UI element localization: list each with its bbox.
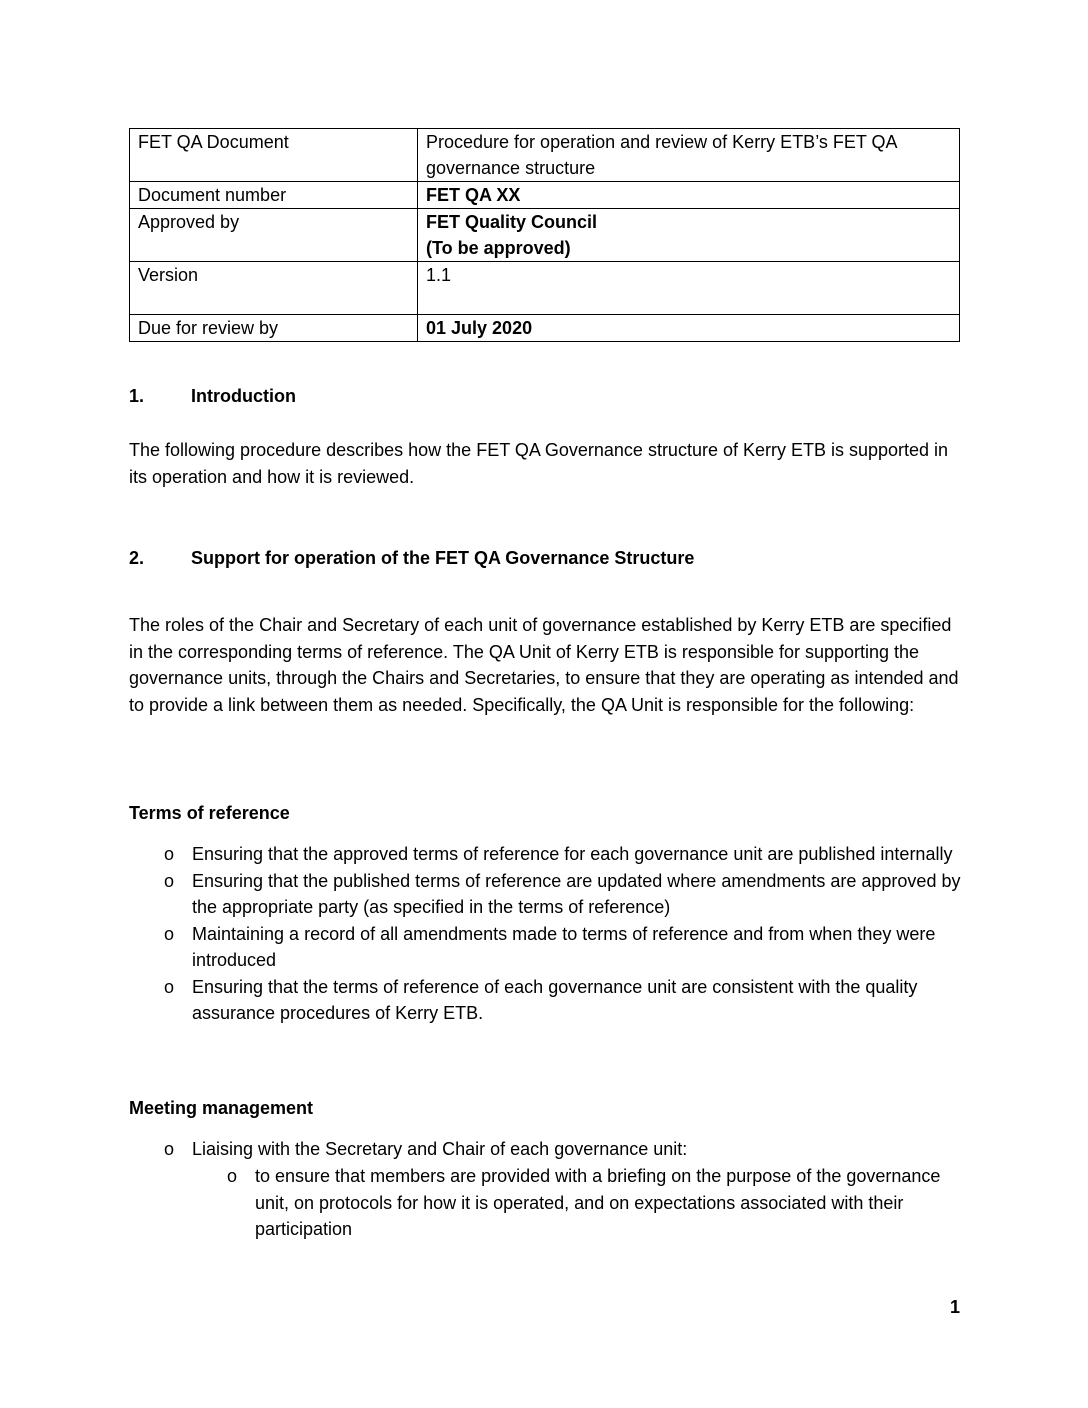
- list-item-text: Liaising with the Secretary and Chair of each governance unit:: [192, 1139, 688, 1159]
- table-cell-key: Version: [130, 262, 418, 315]
- table-cell-value: [418, 129, 960, 182]
- list-item-text: to ensure that members are provided with a briefing on the purpose of the governance unit, on protocols for how it is operated, and on expectations associated with their participation: [255, 1166, 941, 1239]
- list-item: [164, 868, 962, 921]
- meeting-management-sublist: [227, 1163, 962, 1243]
- list-item-text: Ensuring that the approved terms of reference for each governance unit are published internally: [192, 844, 953, 864]
- value-line: 1.1: [426, 265, 452, 285]
- list-item: [227, 1163, 962, 1243]
- table-cell-value: [418, 209, 960, 262]
- table-row: [130, 129, 960, 182]
- bullet-glyph: o: [164, 870, 175, 891]
- table-cell-key: FET QA Document: [130, 129, 418, 182]
- terms-of-reference-heading: Terms of reference: [129, 803, 290, 823]
- bullet-glyph: o: [164, 844, 175, 864]
- list-item: [164, 1136, 962, 1163]
- table-cell-value: [418, 262, 960, 315]
- meeting-management-heading: Meeting management: [129, 1098, 314, 1118]
- table-cell-value: [418, 315, 960, 342]
- bullet-glyph: o: [227, 1166, 238, 1186]
- table-cell-key: Document number: [130, 182, 418, 209]
- value-line: (To be approved): [426, 238, 571, 258]
- list-item-text: Ensuring that the published terms of reference are updated where amendments are approved by the appropriate party (as specified in the terms of reference): [192, 870, 961, 917]
- list-item: [164, 921, 962, 974]
- list-item: [164, 841, 962, 868]
- list-item-text: Maintaining a record of all amendments made to terms of reference and from when they were introduced: [192, 923, 936, 970]
- terms-of-reference-list: [164, 841, 962, 1027]
- list-item-text: Ensuring that the terms of reference of each governance unit are consistent with the quality assurance procedures of Kerry ETB.: [192, 976, 918, 1023]
- table-row: [130, 262, 960, 315]
- value-line: governance structure: [426, 158, 596, 178]
- table-cell-key: Approved by: [130, 209, 418, 262]
- section-title: Introduction: [191, 386, 296, 406]
- table-cell-key: Due for review by: [130, 315, 418, 342]
- value-line: Procedure for operation and review of Kerry ETB’s FET QA: [426, 132, 898, 152]
- table-cell-value: [418, 182, 960, 209]
- value-line: FET QA XX: [426, 185, 521, 205]
- value-line: FET Quality Council: [426, 212, 598, 232]
- document-info-table: [129, 128, 960, 342]
- meeting-management-list: [164, 1136, 962, 1163]
- bullet-glyph: o: [164, 976, 175, 997]
- section-number: 1.: [129, 386, 145, 406]
- table-row: [130, 182, 960, 209]
- introduction-paragraph: The following procedure describes how the FET QA Governance structure of Kerry ETB is supported in its operation and how it is reviewed.: [129, 440, 949, 487]
- section-title: Support for operation of the FET QA Governance Structure: [191, 548, 695, 568]
- support-paragraph: The roles of the Chair and Secretary of each unit of governance established by Kerry ETB are specified in the corresponding terms of reference. The QA Unit of Kerry ETB is responsible for supporting the governance units, through the Chairs and Secretaries, to ensure that they are operating as intended and to provide a link between them as needed. Specifically, the QA Unit is responsible for the following:: [129, 615, 959, 715]
- bullet-glyph: o: [164, 923, 175, 944]
- table-row: [130, 209, 960, 262]
- section-number: 2.: [129, 548, 145, 568]
- value-line: 01 July 2020: [426, 318, 533, 338]
- table-row: [130, 315, 960, 342]
- page-number: 1: [949, 1297, 960, 1317]
- list-item: [164, 974, 962, 1027]
- bullet-glyph: o: [164, 1139, 175, 1159]
